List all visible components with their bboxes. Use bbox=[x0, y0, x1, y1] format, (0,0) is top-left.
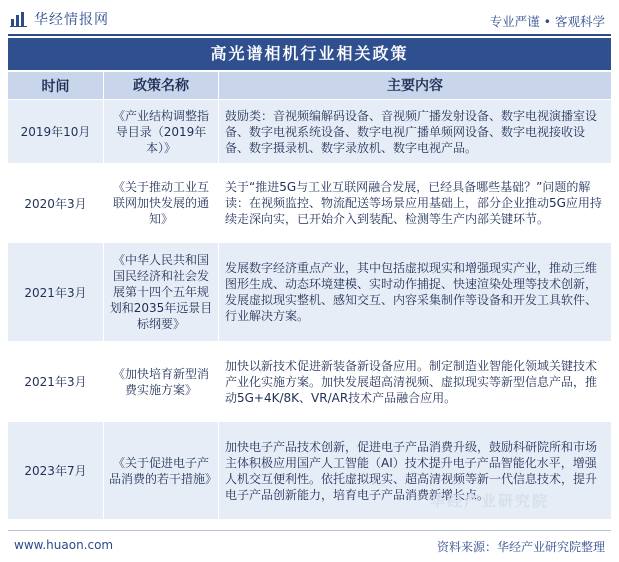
cell-time: 2021年3月 bbox=[8, 243, 104, 341]
table-row bbox=[8, 342, 611, 422]
footer-url: www.huaon.com bbox=[14, 538, 114, 552]
slogan: 专业严谨 • 客观科学 bbox=[489, 14, 605, 29]
table-row bbox=[8, 243, 611, 342]
column-header-time: 时间 bbox=[8, 72, 104, 99]
cell-content: 鼓励类：音视频编解码设备、音视频广播发射设备、数字电视演播室设备、数字电视系统设备、数字电视广播单频网设备、数字电视接收设备、数字摄录机、数字录放机、数字电视产品。 bbox=[225, 108, 598, 155]
cell-time: 2021年3月 bbox=[8, 342, 104, 421]
bar-chart-logo-icon bbox=[10, 11, 28, 27]
policy-table bbox=[8, 72, 611, 520]
column-header-policy-name: 政策名称 bbox=[104, 72, 219, 99]
table-header-row bbox=[8, 72, 611, 100]
footer-divider bbox=[8, 530, 611, 531]
cell-policy-name: 《中华人民共和国国民经济和社会发展第十四个五年规划和2035年远景目标纲要》 bbox=[104, 243, 219, 341]
watermark: 华经产业研究院 bbox=[430, 492, 550, 510]
logo bbox=[10, 9, 109, 29]
logo-text: 华经情报网 bbox=[34, 12, 109, 28]
cell-policy-name: 《关于促进电子产品消费的若干措施》 bbox=[104, 422, 219, 519]
header-divider bbox=[8, 34, 611, 36]
cell-time: 2019年10月 bbox=[8, 100, 104, 163]
page-footer bbox=[0, 526, 619, 562]
cell-time: 2023年7月 bbox=[8, 422, 104, 519]
page-title: 高光谱相机行业相关政策 bbox=[8, 38, 611, 70]
cell-policy-name: 《加快培育新型消费实施方案》 bbox=[104, 342, 219, 421]
cell-content: 加快电子产品技术创新，促进电子产品消费升级，鼓励科研院所和市场主体积极应用国产人工智能（AI）技术提升电子产品智能化水平，增强人机交互便利性。依托虚拟现实、超高清视频等新一代信息技术，提升电子产品创新能力，培育电子产品消费新增长点。 bbox=[225, 439, 598, 502]
footer-source: 资料来源：华经产业研究院整理 bbox=[436, 540, 605, 554]
cell-time: 2020年3月 bbox=[8, 164, 104, 242]
table-row bbox=[8, 100, 611, 164]
cell-content: 加快以新技术促进新装备新设备应用。制定制造业智能化领域关键技术产业化实施方案。加快发展超高清视频、虚拟现实等新型信息产品，推动5G+4K/8K、VR/AR技术产品融合应用。 bbox=[225, 358, 598, 405]
cell-policy-name: 《产业结构调整指导目录（2019年本）》 bbox=[104, 100, 219, 163]
table-row bbox=[8, 164, 611, 243]
cell-policy-name: 《关于推动工业互联网加快发展的通知》 bbox=[104, 164, 219, 242]
column-header-main-content: 主要内容 bbox=[387, 77, 443, 94]
cell-content: 关于“推进5G与工业互联网融合发展，已经具备哪些基础？”问题的解读：在视频监控、物流配送等场景应用基础上，部分企业推动5G应用持续走深向实，已开始介入到装配、检测等生产内部关键环节。 bbox=[225, 180, 602, 226]
page-header bbox=[0, 0, 619, 40]
cell-content: 发展数字经济重点产业，其中包括虚拟现实和增强现实产业，推动三维图形生成、动态环境建模、实时动作捕捉、快速渲染处理等技术创新，发展虚拟现实整机、感知交互、内容采集制作等设备和开发工具软件、行业解决方案。 bbox=[225, 261, 598, 323]
